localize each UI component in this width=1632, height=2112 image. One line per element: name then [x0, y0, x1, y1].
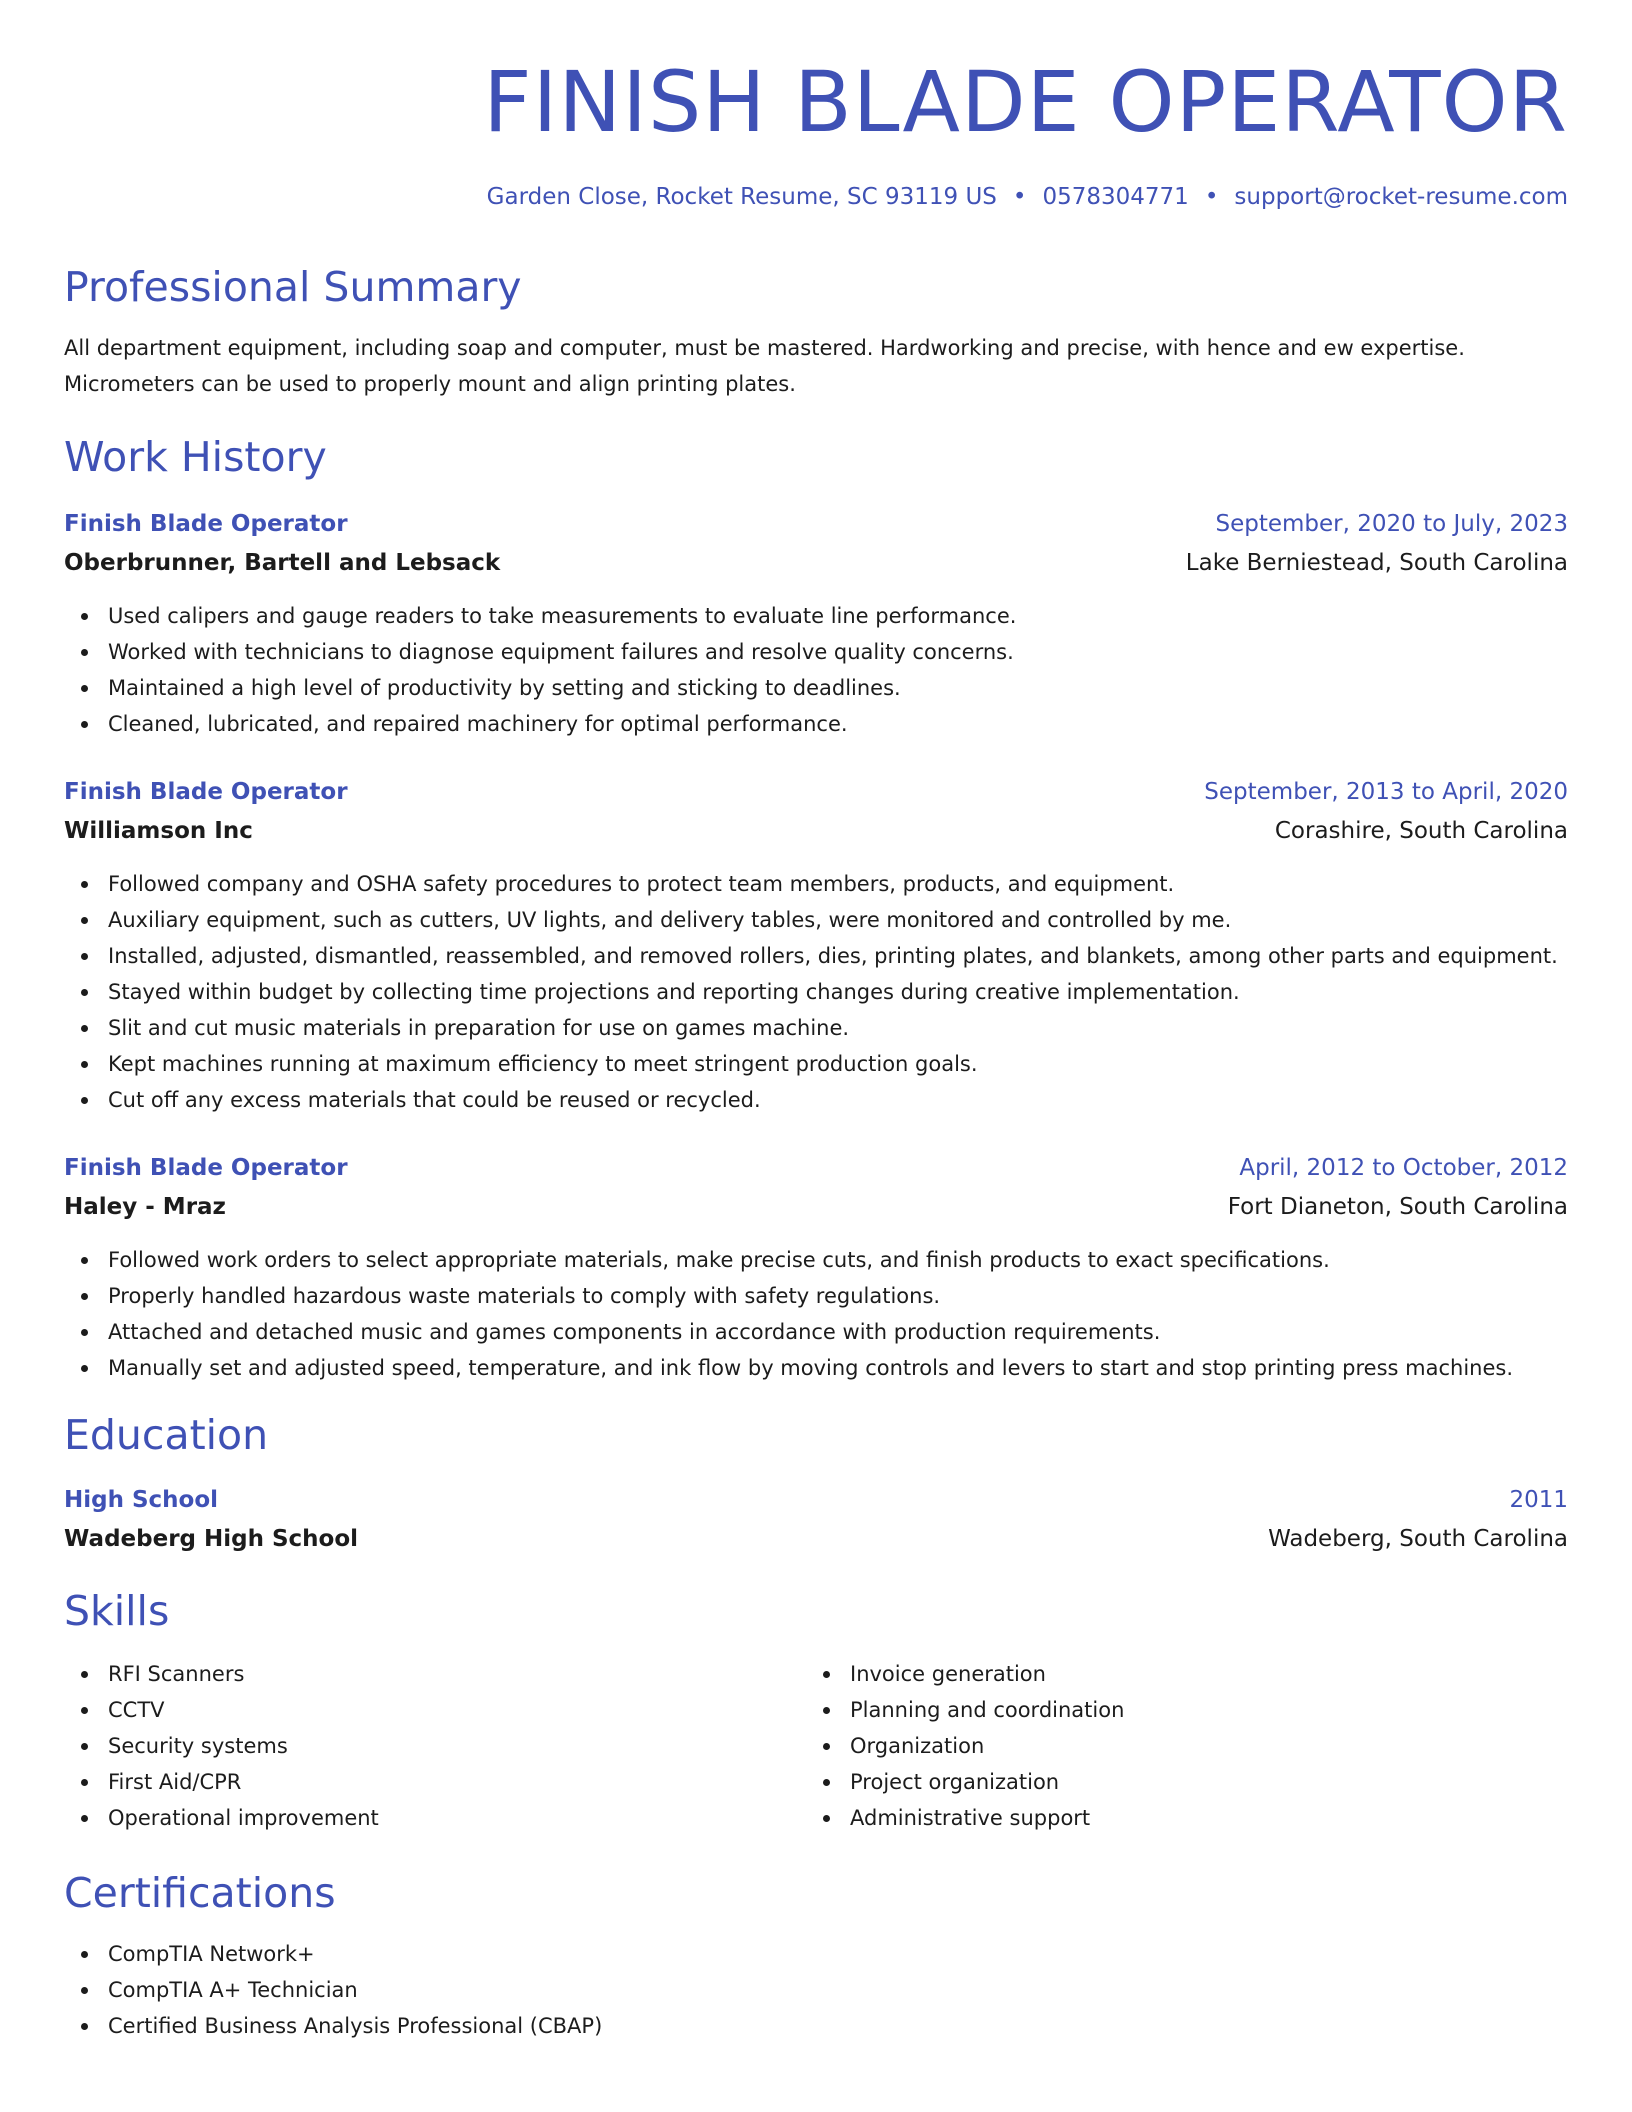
contact-line [487, 182, 1568, 212]
job-company: Oberbrunner, Bartell and Lebsack [64, 550, 501, 576]
certification-item: CompTIA Network+ [64, 1936, 1064, 1972]
job-bullet: Properly handled hazardous waste materials to comply with safety regulations. [64, 1278, 1568, 1314]
education-year: 2011 [1509, 1487, 1568, 1513]
skill-item: Security systems [64, 1728, 764, 1764]
skill-item: CCTV [64, 1692, 764, 1728]
job-bullets [64, 598, 1568, 742]
skill-item: Organization [806, 1728, 1506, 1764]
skills-column-left [64, 1656, 764, 1836]
education-school: Wadeberg High School [64, 1526, 359, 1552]
summary-heading: Professional Summary [64, 263, 522, 311]
job-bullet: Auxiliary equipment, such as cutters, UV lights, and delivery tables, were monitored and controlled by me. [64, 902, 1568, 938]
skill-item: Planning and coordination [806, 1692, 1506, 1728]
contact-separator: • [1012, 184, 1027, 210]
job-role: Finish Blade Operator [64, 1155, 348, 1181]
education-entry [64, 1482, 1568, 1560]
job-bullet: Slit and cut music materials in preparation for use on games machine. [64, 1010, 1568, 1046]
contact-phone[interactable]: 0578304771 [1042, 184, 1189, 210]
skill-item: First Aid/CPR [64, 1764, 764, 1800]
summary-line: All department equipment, including soap and computer, must be mastered. Hardworking and precise, with hence and ew expertise. [64, 336, 1465, 360]
skill-item: RFI Scanners [64, 1656, 764, 1692]
summary-line: Micrometers can be used to properly mount and align printing plates. [64, 372, 796, 396]
skills-heading: Skills [64, 1587, 170, 1635]
resume-title: FINISH BLADE OPERATOR [483, 53, 1568, 151]
job-entry [64, 506, 1568, 742]
work-history-heading: Work History [64, 433, 327, 481]
skill-item: Invoice generation [806, 1656, 1506, 1692]
job-bullet: Cut off any excess materials that could be reused or recycled. [64, 1082, 1568, 1118]
certification-item: CompTIA A+ Technician [64, 1972, 1064, 2008]
resume-page [64, 0, 1568, 2112]
job-dates: September, 2020 to July, 2023 [1215, 511, 1568, 537]
education-location: Wadeberg, South Carolina [1268, 1526, 1568, 1552]
job-entry [64, 1150, 1568, 1386]
job-role: Finish Blade Operator [64, 779, 348, 805]
job-location: Fort Dianeton, South Carolina [1227, 1194, 1568, 1220]
job-location: Lake Berniestead, South Carolina [1185, 550, 1568, 576]
summary-text [64, 330, 1568, 402]
job-bullet: Followed work orders to select appropriate materials, make precise cuts, and finish products to exact specifications. [64, 1242, 1568, 1278]
job-bullet: Installed, adjusted, dismantled, reassembled, and removed rollers, dies, printing plates, and blankets, among other parts and equipment. [64, 938, 1568, 974]
job-bullets [64, 866, 1568, 1118]
certifications-block [64, 1936, 1064, 2044]
job-dates: April, 2012 to October, 2012 [1239, 1155, 1568, 1181]
education-heading: Education [64, 1411, 269, 1459]
job-bullet: Stayed within budget by collecting time projections and reporting changes during creative implementation. [64, 974, 1568, 1010]
contact-address: Garden Close, Rocket Resume, SC 93119 US [486, 184, 997, 210]
skill-item: Operational improvement [64, 1800, 764, 1836]
education-degree: High School [64, 1487, 219, 1513]
job-bullet: Attached and detached music and games components in accordance with production requirements. [64, 1314, 1568, 1350]
job-bullets [64, 1242, 1568, 1386]
job-bullet: Used calipers and gauge readers to take measurements to evaluate line performance. [64, 598, 1568, 634]
contact-separator: • [1204, 184, 1219, 210]
job-entry [64, 774, 1568, 1118]
job-bullet: Kept machines running at maximum efficiency to meet stringent production goals. [64, 1046, 1568, 1082]
skills-list [64, 1656, 764, 1836]
job-company: Haley - Mraz [64, 1194, 226, 1220]
certifications-heading: Certifications [64, 1869, 336, 1917]
skill-item: Administrative support [806, 1800, 1506, 1836]
skill-item: Project organization [806, 1764, 1506, 1800]
job-bullet: Followed company and OSHA safety procedures to protect team members, products, and equipment. [64, 866, 1568, 902]
certifications-list [64, 1936, 1064, 2044]
job-bullet: Worked with technicians to diagnose equipment failures and resolve quality concerns. [64, 634, 1568, 670]
job-bullet: Manually set and adjusted speed, temperature, and ink flow by moving controls and levers to start and stop printing press machines. [64, 1350, 1568, 1386]
certification-item: Certified Business Analysis Professional (CBAP) [64, 2008, 1064, 2044]
job-company: Williamson Inc [64, 818, 253, 844]
job-bullet: Cleaned, lubricated, and repaired machinery for optimal performance. [64, 706, 1568, 742]
skills-list [806, 1656, 1506, 1836]
job-dates: September, 2013 to April, 2020 [1204, 779, 1568, 805]
skills-column-right [806, 1656, 1506, 1836]
job-bullet: Maintained a high level of productivity by setting and sticking to deadlines. [64, 670, 1568, 706]
job-role: Finish Blade Operator [64, 511, 348, 537]
contact-email[interactable]: support@rocket-resume.com [1234, 184, 1568, 210]
job-location: Corashire, South Carolina [1274, 818, 1568, 844]
